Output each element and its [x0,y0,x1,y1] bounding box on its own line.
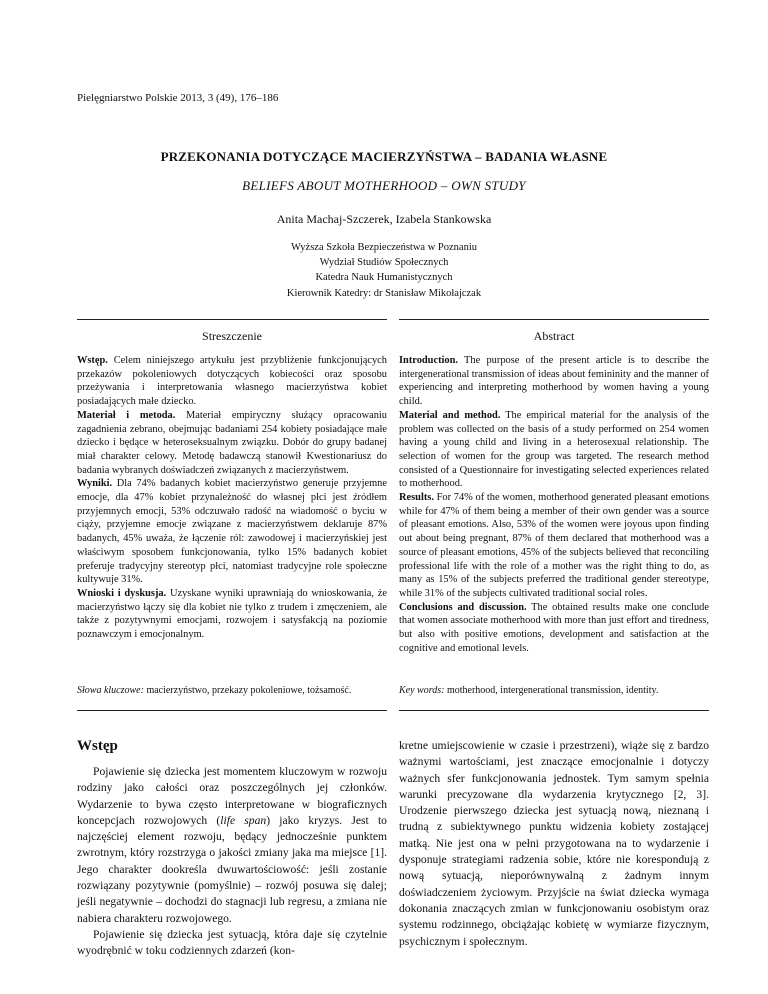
keywords-polish [77,685,387,696]
authors: Anita Machaj-Szczerek, Izabela Stankowska [276,212,492,226]
abstract-polish [77,319,387,642]
intro-section-right [399,738,709,950]
affiliation [0,240,768,301]
affiliation-line: Kierownik Katedry: dr Stanisław Mikołajczak [286,287,482,299]
abstract-results: Results. For 74% of the women, motherhood generated pleasant emotions while for 47% of them being a member of their own gender was a source of pleasant emotions. Also, 53% of the women were joyous upon finding out about being pregnant, 87% of them declared that motherhood was a source of pleasant emotions, 45% of the subjects believed that reconciling professional life with the role of a mother was the right thing to do, as many as 15% of the subjects preferred the traditional gender stereotype, while 31% of the subjects cultivated traditional social roles. [399,492,709,599]
abstract-intro: Introduction. The purpose of the present article is to describe the intergenerational transmission of ideas about femininity and the manner of experiencing and interpreting motherhood by women having a young child. [399,355,709,408]
article-title: PRZEKONANIA DOTYCZĄCE MACIERZYŃSTWA – BADANIA WŁASNE [160,149,608,164]
paragraph: Pojawienie się dziecka jest momentem kluczowym w rozwoju rodziny jako całości oraz poszczególnych jej członków. Wydarzenie to bywa często interpretowane w biograficznych koncepcjach rozwojowych (life span) jako kryzys. Jest to najczęściej element rozwoju, będący jednocześnie punktem zwrotnym, który rozstrzyga o jakości zmiany jaka ma miejsce [1]. Jego charakter dookreśla dwuwartościowość: jeśli zostanie rozwiązany pozytywnie (pomyślnie) – rozwój posuwa się dalej; jeśli negatywnie – dochodzi do stagnacji lub regresu, a zmiana nie nabiera charakteru rozwojowego. [77,765,387,925]
abstract-methods: Materiał i metoda. Materiał empiryczny służący opracowaniu zagadnienia zebrano, obejmując badaniami 254 kobiety posiadające małe dziecko i będące w heteroseksualnym związku. Dobór do grupy badanej miał charakter celowy. Metodę badawczą stanowił Kwestionariusz do badania wybranych doświadczeń związanych z macierzyństwem. [77,409,388,476]
divider-bottom-right [399,710,709,711]
section-body [77,764,387,960]
abstract-heading: Streszczenie [202,329,262,343]
keywords-english [399,685,709,696]
abstract-body [77,354,387,642]
divider-bottom-left [77,710,387,711]
affiliation-line: Wydział Studiów Społecznych [319,257,449,269]
section-body [399,738,709,950]
section-heading: Wstęp [77,738,118,754]
keywords-label: Słowa kluczowe: [77,685,144,696]
affiliation-line: Katedra Nauk Humanistycznych [315,272,453,284]
article-title-english: BELIEFS ABOUT MOTHERHOOD – OWN STUDY [242,178,526,193]
divider [399,319,709,320]
journal-reference: Pielęgniarstwo Polskie 2013, 3 (49), 176–186 [77,92,279,104]
paragraph: Pojawienie się dziecka jest sytuacją, która daje się czytelnie wyodrębnić w toku codziennych zdarzeń (kon- [77,927,387,958]
abstract-body [399,354,709,655]
keywords-text: motherhood, intergenerational transmission, identity. [444,685,659,696]
abstract-intro: Wstęp. Celem niniejszego artykułu jest przybliżenie funkcjonujących przekazów pokoleniowych dotyczących kobiecości oraz sposobu przeżywania i interpretowania własnego macierzyństwa kobiet posiadających małe dziecko. [77,355,387,408]
abstract-conclusions: Wnioski i dyskusja. Uzyskane wyniki uprawniają do wnioskowania, że macierzyństwo łączy się dla kobiet nie tylko z trudem i zmęczeniem, ale także z pozytywnymi emocjami, rozwojem i satysfakcją na poziomie poznawczym i emocjonalnym. [77,587,387,641]
abstract-english [399,319,709,655]
abstract-heading: Abstract [533,329,575,343]
intro-section-left [77,738,387,960]
keywords-label: Key words: [399,685,445,696]
abstract-methods: Material and method. The empirical material for the analysis of the problem was collected on the basis of a study performed on 254 women having a young child and living in a heterosexual relationship. The selection of women for the group was targeted. The research method consisted of a Questionnaire for investigating selected experiences related to motherhood. [399,409,710,490]
paragraph: kretne umiejscowienie w czasie i przestrzeni), wiąże się z bardzo ważnymi wartościami, jest znaczące emocjonalnie i dotyczy ważnych sfer funkcjonowania jednostek. Tym samym spełnia warunki precyzowane dla wydarzenia krytycznego [2, 3]. Urodzenie pierwszego dziecka jest sytuacją nową, nieznaną i trudną z subiektywnego punktu widzenia kobiety zostającej matką. Nie jest ona w pełni przygotowana na to wydarzenie i dysponuje strategiami radzenia sobie, które nie korespondują z nową sytuacją, nieporównywalną z żadnym innym doświadczeniem życiowym. Przyjście na świat dziecka wymaga dokonania znaczących zmian w funkcjonowaniu osobistym oraz systemu rodzinnego, obciążając kobietę w wymiarze fizycznym, psychicznym i społecznym. [399,739,709,948]
affiliation-line: Wyższa Szkoła Bezpieczeństwa w Poznaniu [291,242,477,253]
divider [77,319,387,320]
abstract-conclusions: Conclusions and discussion. The obtained results make one conclude that women associate motherhood with more than just effort and tiredness, but also with positive emotions, development and satisfaction at the cognitive and emotional levels. [399,601,710,654]
abstract-results: Wyniki. Dla 74% badanych kobiet macierzyństwo generuje przyjemne emocje, dla 47% kobiet przynależność do własnej płci jest źródłem przyjemnych emocji, 53% odczuwało radość na wiadomość o byciu w ciąży, przyjemne emocje związane z macierzyństwem deklaruje 87% badanych, 45% uważa, że łączenie ról: zawodowej i macierzyńskiej jest właściwym sposobem funkcjonowania, tylko 15% badanych kobiet preferuje tradycyjny stereotyp płci, natomiast tradycyjne role społeczne kultywuje 31%. [77,478,387,586]
keywords-text: macierzyństwo, przekazy pokoleniowe, tożsamość. [143,685,352,696]
